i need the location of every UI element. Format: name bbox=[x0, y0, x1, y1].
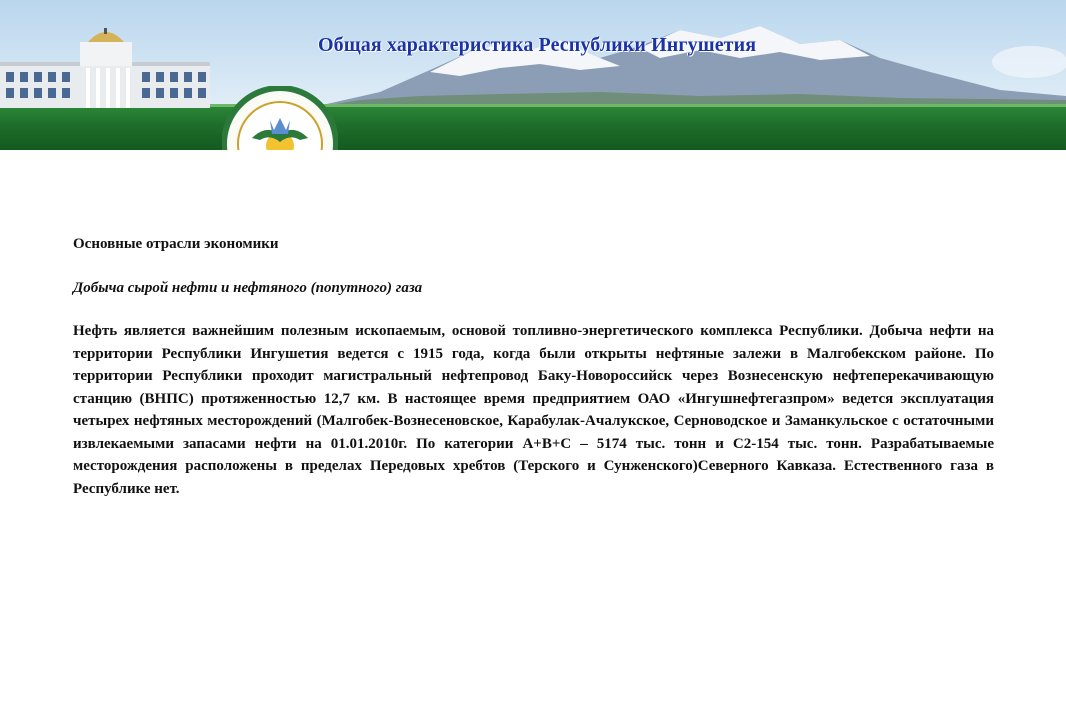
body-paragraph: Нефть является важнейшим полезным ископаемым, основой топливно-энергетического комплекса Республики. Добыча нефти на территории Республики Ингушетия ведется с 1915 года, когда были открыты нефтяные залежи в Малгобекском районе. По территории Республики проходит магистральный нефтепровод Баку-Новороссийск через Вознесенскую нефтеперекачивающую станцию (ВНПС) протяженностью 12,7 км. В настоящее время предприятием ОАО «Ингушнефтегазпром» ведется эксплуатация четырех нефтяных месторождений (Малгобек-Вознесеновское, Карабулак-Ачалукское, Серноводское и Заманкульское с остаточными извлекаемыми запасами нефти на 01.01.2010г. По категории А+В+С – 5174 тыс. тонн и С2-154 тыс. тонн. Разрабатываемые месторождения расположены в пределах Передовых хребтов (Терского и Сунженского)Северного Кавказа. Естественного газа в Республике нет. bbox=[73, 323, 994, 497]
header-banner bbox=[0, 0, 1066, 150]
page-title: Общая характеристика Республики Ингушетия bbox=[318, 34, 757, 56]
green-band bbox=[0, 104, 1066, 150]
republic-emblem-icon bbox=[222, 86, 338, 150]
main-content bbox=[73, 234, 994, 500]
section-heading: Основные отрасли экономики bbox=[73, 236, 279, 252]
government-building-illustration bbox=[0, 28, 210, 108]
section-subheading: Добыча сырой нефти и нефтяного (попутного) газа bbox=[73, 280, 423, 296]
